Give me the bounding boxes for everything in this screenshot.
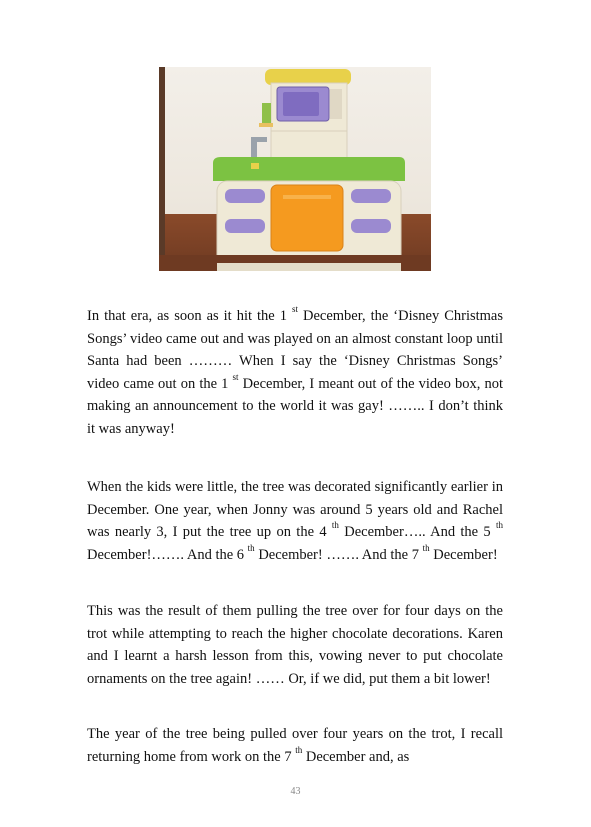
ordinal-suffix: th — [495, 520, 503, 531]
ordinal-suffix: st — [291, 304, 298, 314]
paragraph-text: December, the ‘Disney Christmas Songs’ video came out and was played on an almost constant loop until Santa had been ……… When I say the ‘Disney Christmas Songs’ video came out on the 1 — [87, 308, 504, 392]
paragraph-text: December and, as — [302, 748, 410, 765]
paragraph-text: The year of the tree being pulled over four years on the trot, I recall returning home from work on the 7 — [87, 726, 503, 765]
page-number: 43 — [290, 786, 301, 797]
toy-kitchen-illustration — [159, 67, 431, 271]
paragraph-text: This was the result of them pulling the tree over for four days on the trot while attempting to reach the higher chocolate decorations. Karen and I learnt a harsh lesson from this, vowing never to put chocolate ornaments on the tree again! …… Or, if we did, put them a bit lower! — [87, 603, 503, 687]
paragraph-text: December, I meant out of the video box, not making an announcement to the world it was gay! …….. I don’t think it was anyway! — [87, 375, 503, 437]
toy-kitchen-photo — [159, 67, 431, 271]
ordinal-suffix: th — [331, 520, 339, 531]
paragraph-text: December!……. And the 6 — [87, 546, 248, 563]
ordinal-suffix: th — [295, 744, 303, 755]
ordinal-suffix: th — [422, 542, 430, 553]
paragraph-4 — [87, 723, 503, 768]
paragraph-text: December! ……. And the 7 — [254, 546, 423, 563]
paragraph-text: December! — [429, 546, 498, 563]
paragraph-3 — [87, 600, 503, 690]
paragraph-text: December….. And the 5 — [338, 524, 496, 541]
paragraph-text: When the kids were little, the tree was decorated significantly earlier in December. One year, when Jonny was around 5 years old and Rachel was nearly 3, I put the tree up on the 4 — [87, 479, 503, 541]
ordinal-suffix: th — [247, 542, 255, 553]
paragraph-1 — [87, 305, 503, 441]
ordinal-suffix: st — [232, 371, 239, 382]
paragraph-2 — [87, 476, 503, 566]
paragraph-text: In that era, as soon as it hit the 1 — [87, 308, 292, 324]
